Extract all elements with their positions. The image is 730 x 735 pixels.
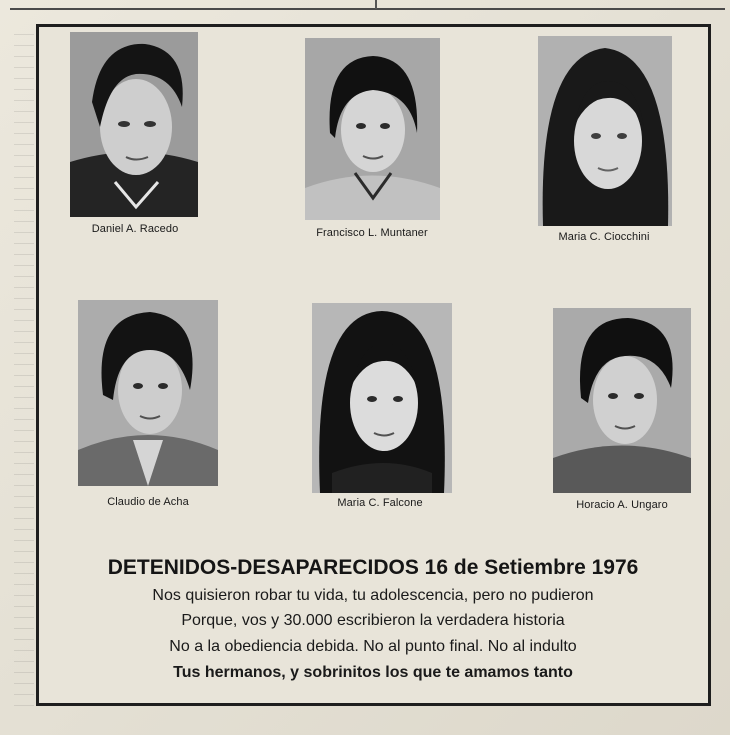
photo-caption-3: Maria C. Ciocchini	[558, 231, 650, 243]
photo-caption-2: Francisco L. Muntaner	[316, 227, 428, 239]
photo-caption-5: Maria C. Falcone	[337, 497, 423, 509]
portrait-photo-6	[553, 308, 691, 493]
photo-caption-6: Horacio A. Ungaro	[576, 499, 668, 511]
portrait-photo-5	[312, 303, 452, 493]
message-line-2: Porque, vos y 30.000 escribieron la verdadera historia	[181, 612, 565, 629]
headline: DETENIDOS-DESAPARECIDOS 16 de Setiembre 1976	[107, 556, 639, 579]
portrait-photo-1	[70, 32, 198, 217]
portrait-photo-3	[538, 36, 672, 226]
portrait-photo-2	[305, 38, 440, 220]
column-rule	[375, 0, 377, 9]
photo-caption-1: Daniel A. Racedo	[91, 223, 179, 235]
top-rule	[10, 8, 725, 10]
adjacent-column-text	[14, 24, 34, 714]
message-line-1: Nos quisieron robar tu vida, tu adolescencia, pero no pudieron	[152, 587, 594, 604]
photo-caption-4: Claudio de Acha	[107, 496, 189, 508]
portrait-photo-4	[78, 300, 218, 486]
message-line-3: No a la obediencia debida. No al punto final. No al indulto	[169, 638, 577, 655]
signature-line: Tus hermanos, y sobrinitos los que te amamos tanto	[173, 664, 573, 681]
